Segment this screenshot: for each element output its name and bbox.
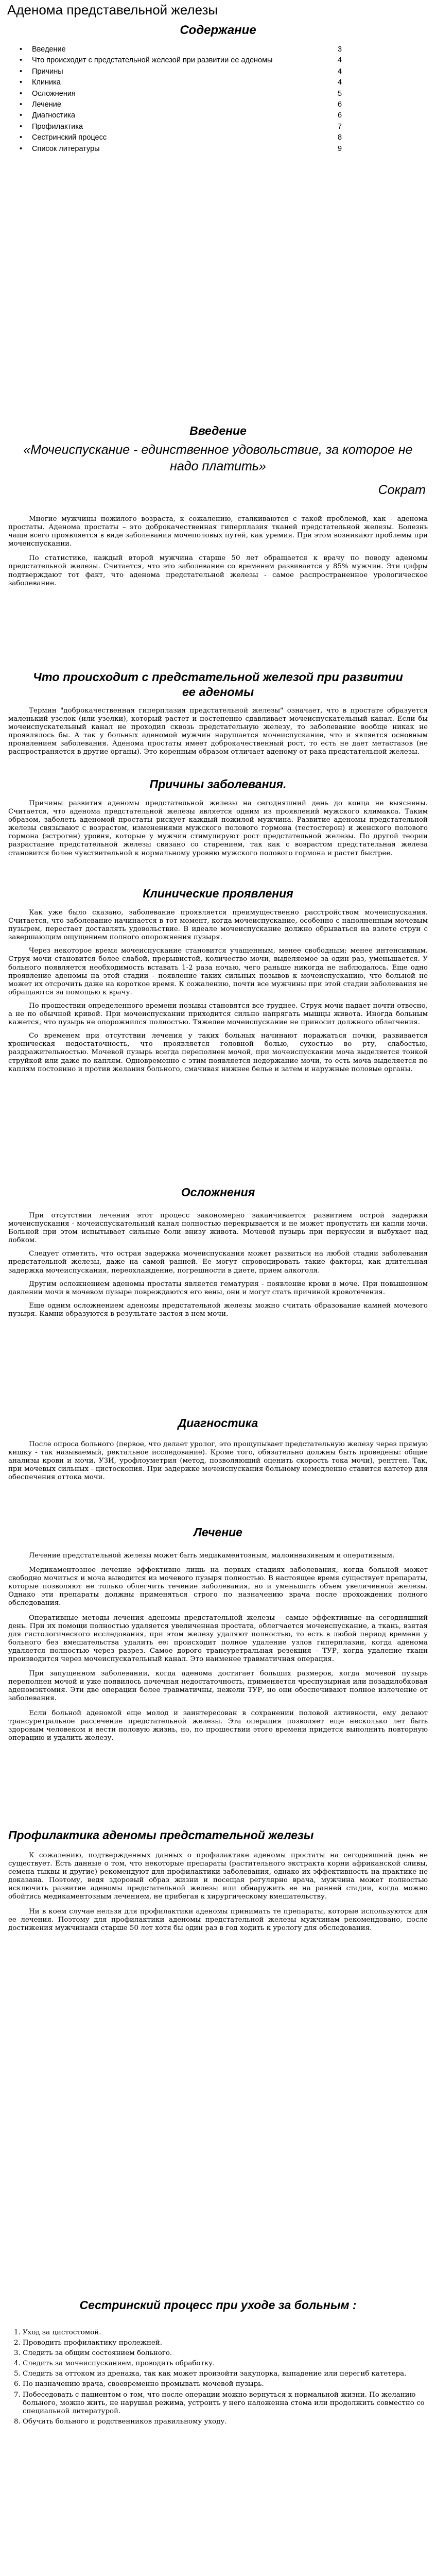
paragraph: Как уже было сказано, заболевание проявляется преимущественно расстройством мочеиспускания. Считается, что заболевание начинается в тот момент, когда мочеиспускание, особенно с наполненным мочевым пузырем, перестает доставлять удовольствие. В идеале мочеиспускание должно обрываться на взлете струи с завершающим ощущением полного опорожнения пузыря. [8,909,428,942]
toc-item-label: Список литературы [32,144,100,153]
bullet-icon: • [20,78,23,87]
paragraph: После опроса больного (первое, что делает уролог, это прощупывает предстательную железу через прямую кишку - так называемый, ректальное исследование). Кроме того, обязательно должны быть проведены: общие анализы крови и мочи, УЗИ, урофлоуметрия (метод, позволяющий оценить скорость тока мочи), рентген. Так, при мочевых сильных - цистоскопия. При задержке мочеиспускания больному немедленно ставится катетер для обеспечения оттока мочи. [8,1440,428,1482]
paragraph: Другим осложнением аденомы простаты является гематурия - появление крови в моче. При повышенном давлении мочи в мочевом пузыре повреждаются его вены, они и могут стать причиной кровотечения. [8,1280,428,1296]
section-title [8,670,428,700]
paragraph: Еще одним осложнением аденомы предстательной железы можно считать образование камней мочевого пузыря. Камни образуются в результате застоя в нем мочи. [8,1301,428,1318]
list-item: 1. Уход за цистостомой. [23,2329,428,2337]
epigraph [8,442,428,498]
bullet-icon: • [20,133,23,142]
bullet-icon: • [20,100,23,109]
toc-item[interactable] [8,44,428,55]
section-title: Причины заболевания. [149,777,287,791]
list-item: 2. Проводить профилактику пролежней. [23,2339,428,2347]
toc-item[interactable] [8,77,428,88]
prevention-body [8,1852,428,1933]
toc-list [8,44,428,155]
toc-item-label: Причины [32,67,63,76]
section-title: Сестринский процесс при уходе за больным : [79,2298,357,2312]
toc-item-page: 3 [338,45,342,54]
what-happens-section [8,670,428,700]
bullet-icon: • [20,89,23,98]
diagnostics-body [8,1440,428,1482]
toc-item-page: 8 [338,133,342,142]
diagnostics-section [8,1416,428,1430]
section-title: Лечение [194,1526,242,1539]
section-title: Осложнения [181,1185,255,1199]
toc-item-label: Клиника [32,78,61,87]
toc-item[interactable] [8,122,428,132]
toc-item-page: 7 [338,122,342,131]
causes-section [8,777,428,791]
bullet-icon: • [20,144,23,153]
toc-item-page: 4 [338,78,342,87]
toc-item[interactable] [8,132,428,143]
toc-item-label: Что происходит с предстательной железой при развитии ее аденомы [32,56,273,65]
epigraph-line: надо платить» [170,459,266,473]
bullet-icon: • [20,45,23,54]
nursing-list [8,2329,428,2428]
toc-item-page: 5 [338,89,342,98]
paragraph: Через некоторое время мочеиспускание становится учащенным, менее свободным; менее интенсивным. Струя мочи становится более слабой, прерывистой, количество мочи, выделяемое за один раз, уменьшается. У больного появляется необходимость вставать 1-2 раза ночью, чего раньше никогда не наблюдалось. Еще одно проявление аденомы на этой стадии - появление таких сильных позывов к мочеиспусканию, что больной не может их отсрочить даже на короткое время. К сожалению, почти все мужчины при этой стадии заболевания не обращаются за помощью к врачу. [8,947,428,996]
paragraph: Многие мужчины пожилого возраста, к сожалению, сталкиваются с такой проблемой, как - аденома простаты. Аденома простаты – это доброкачественная гиперплазия тканей предстательной железы. Болезнь чаще всего проявляется в виде заболевания мочеполовых путей, как уремия. При этом возникают проблемы при мочеиспускании. [8,515,428,548]
prevention-section [8,1828,428,1842]
toc-item-label: Диагностика [32,111,76,120]
document-header: Аденома представельной железы [7,2,218,18]
section-title-line: Что происходит с предстательной железой при развитии [33,670,403,684]
paragraph: Лечение предстательной железы может быть медикаментозным, малоинвазивным и оперативным. [29,1552,395,1560]
paragraph: Если больной аденомой еще молод и заинтересован в сохранении половой активности, ему делают трансуретральное рассечение предстательной железы. Эта операция позволяет еще несколько лет быть здоровым человеком и вести половую жизнь, но, по прошествии этого времени придется выполнить повторную операцию и удалить железу. [8,1709,428,1742]
epigraph-author: Сократ [378,483,426,497]
intro-section [8,423,428,438]
toc-item[interactable] [8,55,428,66]
toc-item-label: Введение [32,45,66,54]
list-item: 6. По назначению врача, своевременно промывать мочевой пузырь. [23,2380,428,2388]
toc-section [8,23,428,155]
paragraph: Термин "доброкачественная гиперплазия предстательной железы" означает, что в простате образуется маленький узелок (или узелки), который растет и постепенно сдавливает мочеиспускательный канал. Если бы мочеиспускательный канал не проходил сквозь предстательную железу, то заболевание вообще никак не проявлялось бы. А так у больных аденомой мужчин нарушается мочеиспускание, что и является основным проявлением заболевания. Аденома простаты имеет доброкачественный рост, то есть не дает метастазов (не распространяется в другие органы). Это коренным образом отличает аденому от рака предстательной железы. [8,707,428,756]
paragraph: Со временем при отсутствии лечения у таких больных начинают поражаться почки, развивается хроническая недостаточность, что проявляется головной болью, сухостью во рту, слабостью, раздражительностью. Мочевой пузырь всегда переполнен мочой, при мочеиспускании моча выделяется тонкой струйкой или даже по каплям. Одновременно с этим появляется недержание мочи, то есть моча выделяется по каплям постоянно и против желания больного, смачивая нижнее белье и затем и наружные половые органы. [8,1032,428,1073]
bullet-icon: • [20,122,23,131]
bullet-icon: • [20,111,23,120]
treatment-section [8,1525,428,1539]
paragraph: Оперативные методы лечения аденомы предстательной железы - самые эффективные на сегодняшний день. При их помощи полностью удаляется увеличенная простата, облегчается мочеиспускание, а ткань, взятая для гистологического исследования, при этом железу удаляют полностью, то есть в любой период времени у больного без вмешательства удалить ее: происходит полное удаление узлов гиперплазии, когда аденома удаляется полностью через разрез. Самое дорого трансуретральная резекция - ТУР, когда удаление ткани производится через мочеиспускательный канал. Это наименее травматичная операция. [8,1614,428,1664]
toc-item-label: Осложнения [32,89,76,98]
paragraph: При отсутствии лечения этот процесс закономерно заканчивается развитием острой задержки мочеиспускания - мочеиспускательный канал полностью перекрывается и не может пропустить ни капли мочи. Больной при этом испытывает сильные боли внизу живота. Мочевой пузырь при перкуссии и выбухает над лобком. [8,1212,428,1245]
paragraph: К сожалению, подтвержденных данных о профилактике аденомы простаты на сегодняшний день не существует. Есть данные о том, что некоторые препараты (растительного экстракта корни африканской сливы, семена тыквы и другие) рекомендуют для профилактики заболевания, однако их эффективность на практике не доказана. Поэтому, ведя здоровый образ жизни и посещая регулярно врача, мужчина может полностью исключить развитие аденомы предстательной железы или обнаружить ее на ранней стадии, когда можно обойтись медикаментозным лечением, не прибегая к хирургическому вмешательству. [8,1852,428,1901]
paragraph: Причины развития аденомы предстательной железы на сегодняшний день до конца не выяснены. Считается, что аденома предстательной железы является одним из проявлений мужского климакса. Таким образом, забелеть аденомой простаты рискует каждый пожилой мужчина. Развитие аденомы предстательной железы связывают с возрастом, изменениями мужского полового гормона (тестостерон) и женского полового гормона (эстроген) уровня, которые у мужчин стимулируют рост предстательной железы. По другой теории разрастание предстательной железы связано со старением, так как с возрастом предстательная железа становится более чувствительной к нормальному уровню мужского полового гормона и растет быстрее. [8,800,428,857]
list-item: 4. Следить за мочеиспусканием, проводить обработку. [23,2360,428,2368]
section-title: Клинические проявления [143,887,293,900]
paragraph: Ни в коем случае нельзя для профилактики аденомы принимать те препараты, которые используются для ее лечения. Поэтому для профилактики аденомы предстательной железы мужчинам рекомендовано, после достижения мужчинами старше 50 лет хотя бы один раз в год ходить к урологу для обследования. [8,1907,428,1932]
list-item: 7. Побеседовать с пациентом о том, что после операции можно вернуться к нормальной жизни. По желанию больного, можно жить, не нарушая режима, устроить у него наложенна стома или продолжить совместно со специальной литературой. [23,2391,428,2416]
toc-item-label: Лечение [32,100,61,109]
nursing-list-items [8,2329,428,2426]
toc-item-page: 4 [338,67,342,76]
what-happens-body [8,707,428,757]
paragraph: Следует отметить, что острая задержка мочеиспускания может развиться на любой стадии заболевания предстательной железы, даже на самой ранней. Ее могут спровоцировать такие факторы, как длительная задержка мочеиспускания, переохлаждение, погрешности в диете, прием алкоголя. [8,1250,428,1275]
toc-item[interactable] [8,89,428,99]
toc-item-page: 4 [338,56,342,65]
epigraph-line: «Мочеиспускание - единственное удовольствие, за которое не [23,443,413,457]
toc-item-page: 6 [338,100,342,109]
treatment-body [8,1552,428,1742]
toc-item[interactable] [8,110,428,121]
section-title: Диагностика [178,1416,258,1430]
toc-title: Содержание [180,23,256,37]
toc-item[interactable] [8,66,428,77]
clinic-body [8,909,428,1074]
section-title-line: ее аденомы [182,685,254,699]
section-title: Профилактика аденомы предстательной железы [8,1828,314,1842]
nursing-section [8,2298,428,2312]
complications-body [8,1212,428,1318]
bullet-icon: • [20,67,23,76]
toc-item[interactable] [8,99,428,110]
paragraph: По статистике, каждый второй мужчина старше 50 лет обращается к врачу по поводу аденомы предстательной железы. Считается, что это заболевание со временем развивается у 85% мужчин. Эти цифры подтверждают тот факт, что аденома предстательной железы - самое распространенное урологическое заболевание. [8,554,428,587]
toc-item-page: 9 [338,144,342,153]
complications-section [8,1185,428,1199]
list-item: 3. Следить за общим состоянием больного. [23,2349,428,2358]
paragraph: Медикаментозное лечение эффективно лишь на первых стадиях заболевания, когда больной может свободно мочиться и моча выводится из мочевого пузыря полностью. В настоящее время существует препараты, которые позволяют не только облегчить течение заболевания, но и уменьшить объем увеличенной железы. Однако эти препараты должны применяться строго по назначению врача после прохождения полного обследования. [8,1566,428,1607]
toc-item-label: Профилактика [32,122,83,131]
section-title: Введение [189,424,247,437]
bullet-icon: • [20,56,23,65]
list-item: 5. Следить за оттоком из дренажа, так как может произойти закупорка, выпадение или перегиб катетера. [23,2370,428,2378]
toc-item-label: Сестринский процесс [32,133,107,142]
toc-item-page: 6 [338,111,342,120]
paragraph: При запущенном заболевании, когда аденома достигает больших размеров, когда мочевой пузырь переполнен мочой и уже появилось почечная недостаточность, применяется чреспузырная или позадилобковая аденомэктомия. Эти две операции более травматичны, нежели ТУР, но они обеспечивают полное излечение от заболевания. [8,1670,428,1703]
toc-item[interactable] [8,144,428,155]
list-item: 8. Обучить больного и родственников правильному уходу. [23,2418,428,2426]
intro-body [8,515,428,588]
paragraph: По прошествии определенного времени позывы становятся все труднее. Струя мочи падает почти отвесно, а не по обычной кривой. При мочеиспускании приходится сильно напрягать мышцы живота. Иногда больным кажется, что пузырь не опорожнился полностью. Тяжелее мочеиспускание не приносит должного облегчения. [8,1002,428,1027]
causes-body [8,800,428,858]
clinic-section [8,886,428,901]
